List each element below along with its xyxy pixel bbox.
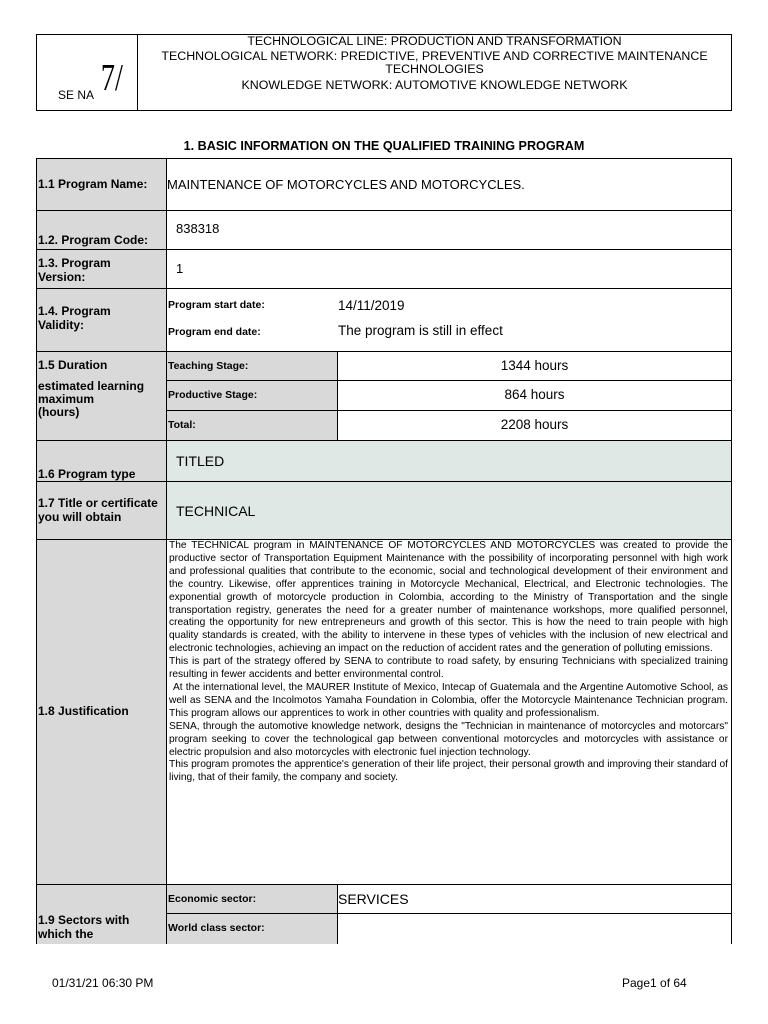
validity-dates: Program start date: 14/11/2019 Program end date: The program is still in effect (166, 288, 732, 352)
justification-paragraph: SENA, through the automotive knowledge network, designs the "Technician in maintenance of motorcycles and motorcars" program seeking to cover the technological gap between conventional motorcycles and motorcycles with assistance or electric propulsion and also motorcycles with electronic fuel injection technology. (169, 720, 728, 758)
section-title: 1. BASIC INFORMATION ON THE QUALIFIED TRAINING PROGRAM (183, 139, 585, 153)
justification-paragraph: This is part of the strategy offered by SENA to contribute to road safety, by ensuring Technicians with specialized training resulting in fewer accidents and better environmental control. (169, 656, 728, 681)
value-program-version: 1 (166, 249, 732, 289)
value-justification (166, 539, 732, 885)
footer-timestamp: 01/31/21 06:30 PM (52, 976, 154, 990)
justification-paragraph: This program promotes the apprentice's generation of their life project, their personal growth and improving their standard of living, that of their family, the company and society. (169, 759, 728, 784)
value-economic-sector: SERVICES (337, 884, 732, 914)
footer-page-number: Page1 of 64 (622, 976, 687, 990)
logo-mark: 7/ (100, 57, 123, 99)
label-economic-sector: Economic sector: (166, 884, 338, 914)
value-world-class-sector (337, 913, 732, 944)
label-productive-stage: Productive Stage: (166, 380, 338, 411)
sena-logo (37, 35, 138, 110)
header-line: KNOWLEDGE NETWORK: AUTOMOTIVE KNOWLEDGE NETWORK (241, 77, 628, 92)
label-program-version: 1.3. Program Version: (36, 249, 167, 289)
justification-paragraph: At the international level, the MAURER Institute of Mexico, Intecap of Guatemala and the Argentine Automotive School, as well as SENA and the Incolmotos Yamaha Foundation in Colombia, offer the Motorcycle Maintenance Technician program. This program allows our apprentices to work in other countries with quality and professionalism. (169, 681, 728, 719)
value-program-name: MAINTENANCE OF MOTORCYCLES AND MOTORCYCLES. (166, 158, 732, 211)
label-title-certificate: 1.7 Title or certificate you will obtain (36, 481, 167, 540)
header-line: TECHNOLOGICAL NETWORK: PREDICTIVE, PREVENTIVE AND CORRECTIVE MAINTENANCE (161, 48, 708, 63)
value-title-certificate: TECHNICAL (166, 481, 732, 540)
header-line: TECHNOLOGICAL LINE: PRODUCTION AND TRANSFORMATION (247, 34, 622, 48)
value-productive-stage: 864 hours (337, 380, 732, 411)
value-total: 2208 hours (337, 410, 732, 441)
header-lines (138, 35, 731, 110)
justification-paragraph: The TECHNICAL program in MAINTENANCE OF MOTORCYCLES AND MOTORCYCLES was created to provide the productive sector of Transportation Equipment Maintenance with the possibility of incorporating personnel with high work and professional qualities that contribute to the economic, social and technological development of their environment and the country. Likewise, offer apprentices training in Motorcycle Mechanical, Electrical, and Electronic technologies. The exponential growth of motorcycle production in Colombia, according to the Ministry of Transportation and the single transportation registry, generates the need for a greater number of maintenance workshops, more qualified personnel, creating the opportunity for new entrepreneurs and growth of this sector. This is how the need to train people with high quality standards is created, with the ability to intervene in these types of vehicles with the inclusion of new electrical and electronic technologies, achieving an impact on the reduction of accident rates and the generation of polluting emissions. (169, 540, 728, 655)
justification-text (167, 540, 731, 785)
label-world-class-sector: World class sector: (166, 913, 338, 944)
logo-text: SE NA (58, 88, 95, 102)
label-program-code: 1.2. Program Code: (36, 210, 167, 250)
label-duration: 1.5 Duration estimated learning maximum (hours) (36, 351, 167, 441)
value-program-type: TITLED (166, 440, 732, 482)
label-program-type: 1.6 Program type (36, 440, 167, 482)
label-program-name: 1.1 Program Name: (36, 158, 167, 211)
label-sectors: 1.9 Sectors with which the (36, 884, 167, 944)
label-program-validity: 1.4. Program Validity: (36, 288, 167, 352)
label-total: Total: (166, 410, 338, 441)
label-teaching-stage: Teaching Stage: (166, 351, 338, 381)
document-header (36, 34, 732, 111)
value-teaching-stage: 1344 hours (337, 351, 732, 381)
value-program-code: 838318 (166, 210, 732, 250)
header-line: TECHNOLOGIES (385, 62, 484, 76)
label-justification: 1.8 Justification (36, 539, 167, 885)
